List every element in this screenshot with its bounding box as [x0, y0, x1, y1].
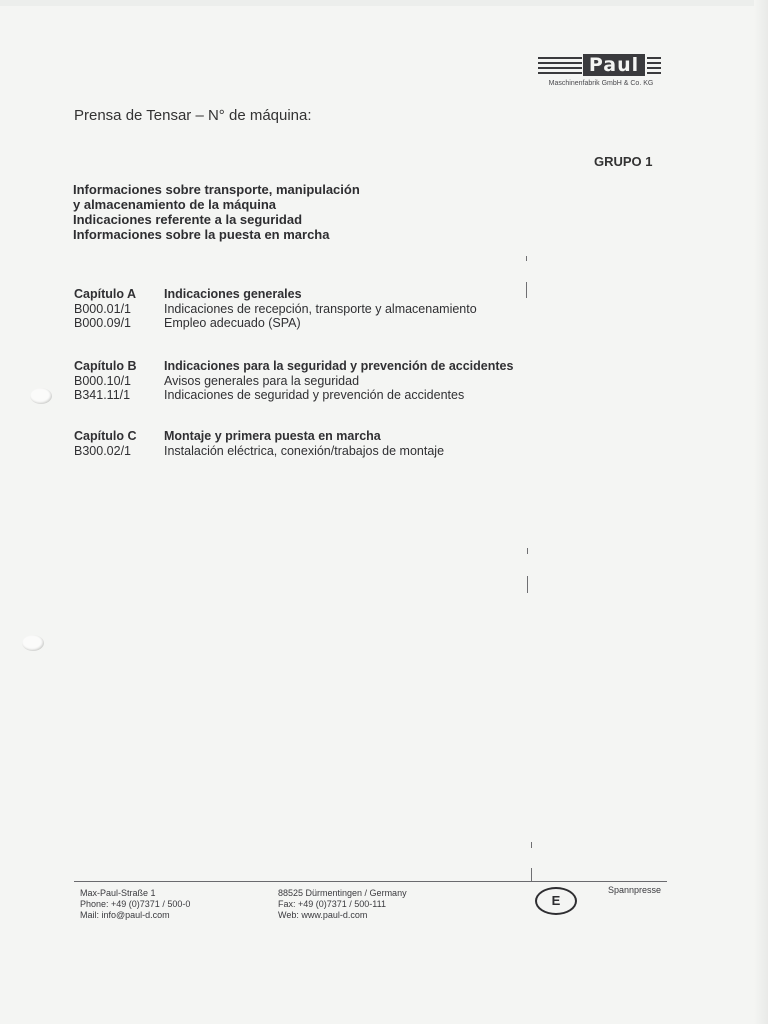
intro-line: Informaciones sobre transporte, manipulación [73, 182, 360, 197]
scan-mark [527, 548, 528, 554]
scan-top-edge [0, 0, 768, 6]
chapter-item [74, 388, 513, 403]
scan-mark [531, 868, 532, 882]
group-label: GRUPO 1 [594, 154, 653, 169]
chapter-b [74, 359, 513, 403]
intro-heading [73, 182, 360, 242]
scan-mark [526, 256, 527, 261]
company-logo [538, 54, 664, 92]
item-description: Indicaciones de recepción, transporte y almacenamiento [164, 301, 477, 316]
footer-divider [74, 881, 667, 882]
footer-line: 88525 Dürmentingen / Germany [278, 888, 407, 898]
chapter-item [74, 444, 444, 459]
machine-title: Prensa de Tensar – N° de máquina: [74, 107, 312, 124]
scan-mark [531, 842, 532, 848]
scan-mark [526, 282, 527, 298]
intro-line: Informaciones sobre la puesta en marcha [73, 227, 330, 242]
footer-machine-type: Spannpresse [608, 885, 662, 895]
chapter-code: Capítulo C [74, 429, 137, 443]
logo-wordmark: Paul [583, 54, 645, 76]
chapter-code: Capítulo B [74, 359, 137, 373]
chapter-title: Indicaciones para la seguridad y prevención de accidentes [164, 359, 514, 373]
chapter-a [74, 287, 477, 331]
item-code: B000.09/1 [74, 316, 131, 330]
footer-line: Fax: +49 (0)7371 / 500-111 [278, 899, 386, 909]
item-code: B341.11/1 [74, 388, 131, 402]
chapter-heading [74, 287, 477, 302]
scan-right-edge [754, 0, 768, 1024]
item-description: Empleo adecuado (SPA) [164, 316, 301, 330]
chapter-code: Capítulo A [74, 287, 137, 301]
footer-line: Max-Paul-Straße 1 [80, 888, 156, 898]
footer-line: Web: www.paul-d.com [278, 910, 368, 920]
intro-line: Indicaciones referente a la seguridad [73, 212, 303, 227]
language-badge: E [535, 887, 577, 915]
footer-line: Phone: +49 (0)7371 / 500-0 [80, 899, 191, 909]
item-description: Instalación eléctrica, conexión/trabajos de montaje [164, 443, 445, 458]
chapter-item [74, 316, 477, 331]
chapter-heading [74, 359, 513, 374]
footer-contact [278, 888, 407, 921]
punch-hole [30, 388, 52, 404]
item-code: B000.01/1 [74, 301, 131, 316]
chapter-c [74, 429, 444, 458]
footer-line: Mail: info@paul-d.com [80, 910, 170, 920]
intro-line: y almacenamiento de la máquina [73, 197, 277, 212]
chapter-item [74, 374, 513, 389]
item-code: B000.10/1 [74, 373, 131, 388]
logo-stripes-left [538, 57, 582, 77]
logo-stripes-right [647, 57, 661, 77]
chapter-item [74, 302, 477, 317]
footer-address [80, 888, 190, 921]
scan-mark [527, 576, 528, 593]
item-code: B300.02/1 [74, 443, 131, 458]
item-description: Indicaciones de seguridad y prevención de accidentes [164, 388, 465, 402]
punch-hole [22, 635, 44, 651]
chapter-heading [74, 429, 444, 444]
logo-subtitle: Maschinenfabrik GmbH & Co. KG [548, 80, 654, 87]
item-description: Avisos generales para la seguridad [164, 373, 360, 388]
chapter-title: Indicaciones generales [164, 287, 302, 301]
chapter-title: Montaje y primera puesta en marcha [164, 429, 381, 443]
